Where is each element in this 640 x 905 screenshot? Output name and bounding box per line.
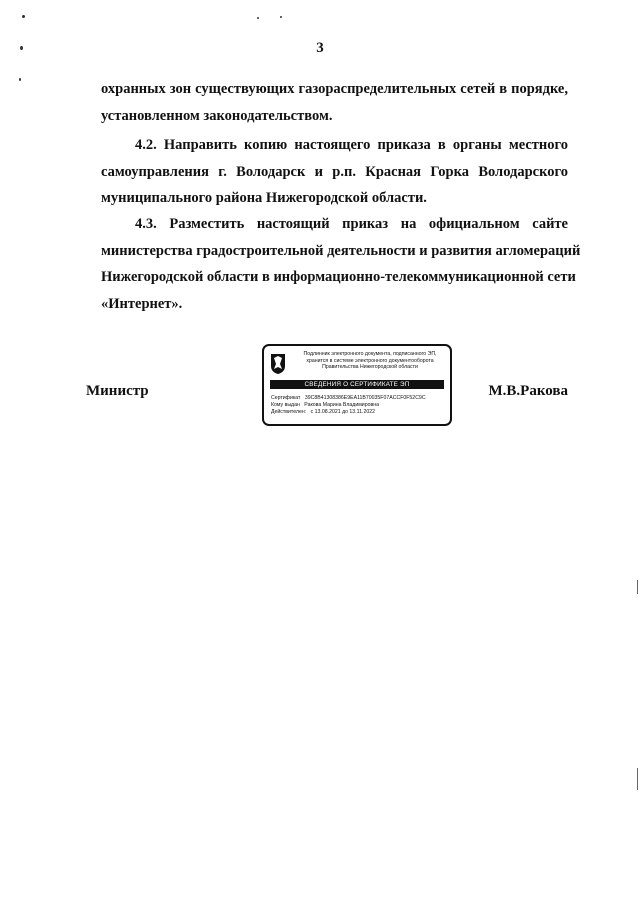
signer-name: М.В.Ракова <box>488 383 568 399</box>
text-line: министерства градостроительной деятельности и развития агломераций <box>101 242 581 259</box>
text-line: 4.3. Разместить настоящий приказ на официальном сайте <box>135 216 568 232</box>
valid-label: Действителен: <box>271 409 307 415</box>
text-line: 4.2. Направить копию настоящего приказа в органы местного <box>135 137 568 153</box>
text-line: муниципального района Нижегородской области. <box>101 190 427 206</box>
certificate-value: 39C8B41308386E9EA11B70035F07ACCF0F52C9C <box>304 395 426 401</box>
scan-speck <box>280 16 282 18</box>
scan-edge-mark <box>637 768 638 790</box>
certificate-label: Сертификат <box>271 395 301 401</box>
scan-speck <box>257 17 259 19</box>
text-line: охранных зон существующих газораспределительных сетей в порядке, <box>101 81 568 97</box>
issued-to-value: Ракова Марина Владимировна <box>304 402 379 408</box>
valid-value: с 13.08.2021 до 13.11.2022 <box>310 409 375 415</box>
page-number: 3 <box>316 40 324 56</box>
stamp-note-line: Правительства Нижегородской области <box>322 364 418 371</box>
stamp-note <box>290 351 450 371</box>
signer-title: Министр <box>86 383 149 399</box>
text-line: «Интернет». <box>101 295 183 312</box>
stamp-note-line: хранится в системе электронного документооборота <box>306 357 434 364</box>
issued-to-label: Кому выдан <box>271 402 300 408</box>
certificate-row <box>271 395 426 401</box>
stamp-header: СВЕДЕНИЯ О СЕРТИФИКАТЕ ЭП <box>270 380 444 389</box>
digital-signature-stamp <box>262 344 452 426</box>
text-line: самоуправления г. Володарск и р.п. Красная Горка Володарского <box>101 163 568 180</box>
scan-speck <box>20 46 23 50</box>
issued-to-row <box>271 402 379 408</box>
valid-row <box>271 409 375 415</box>
paragraph-protection-zones <box>101 76 568 129</box>
scan-speck <box>19 78 21 81</box>
paragraph-4-3 <box>101 211 581 317</box>
text-line: Нижегородской области в информационно-телекоммуникационной сети <box>101 269 576 285</box>
scan-edge-mark <box>637 580 638 594</box>
coat-of-arms-icon <box>270 353 286 375</box>
scan-speck <box>22 15 25 18</box>
stamp-note-line: Подлинник электронного документа, подписанного ЭП, <box>303 351 437 357</box>
paragraph-4-2 <box>101 132 568 212</box>
text-line: установленном законодательством. <box>101 107 333 124</box>
